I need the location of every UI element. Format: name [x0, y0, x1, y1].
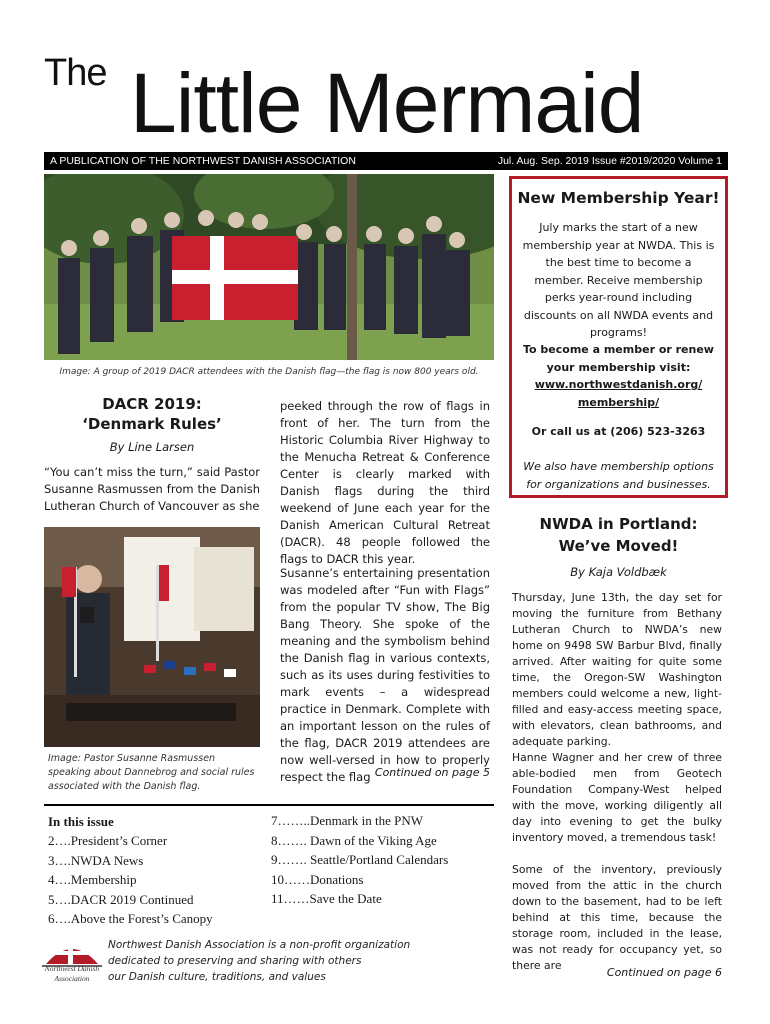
membership-cta	[522, 341, 715, 411]
speaker-photo-caption: Image: Pastor Susanne Rasmussen speaking about Dannebrog and social rules associated with the Danish flag.	[48, 753, 255, 792]
membership-url-link[interactable]	[522, 376, 715, 411]
dacr-paragraph-3: Susanne’s entertaining presentation was modeled after “Fun with Flags” from the popular TV show, The Big Bang Theory. She spoke of the meaning and the symbolism behind the Danish flag in various contexts, such as its uses during festivities to mark events – a widespread practice in Denmark. Complete with an important lesson on the rules of the flag, DACR 2019 attendees are now well-versed in how to properly respect the flag	[280, 566, 490, 784]
group-photo-caption: Image: A group of 2019 DACR attendees with the Danish flag—the flag is now 800 years old.	[59, 367, 479, 377]
npo-line: our Danish culture, traditions, and values	[108, 971, 326, 983]
membership-phone: Or call us at (206) 523-3263	[531, 425, 706, 438]
issue-item: 4….Membership	[48, 872, 137, 887]
dacr-paragraph-2: peeked through the row of flags in front of her. The turn from the Historic Columbia River Highway to the Menucha Retreat & Conference Center is clearly marked with Danish flags during the third weekend of June each year for the Danish American Cultural Retreat (DACR). 48 people followed the flags to DACR this year.	[280, 399, 490, 566]
nwda-byline: By Kaja Voldbæk	[570, 565, 667, 579]
in-this-issue-box	[44, 804, 494, 930]
issue-item: 5….DACR 2019 Continued	[48, 891, 194, 907]
nwda-paragraph-1: Thursday, June 13th, the day set for moving the furniture from Bethany Lutheran Church to NWDA’s new home on 9498 SW Barbur Blvd, finally arrived. After waiting for quite some time, the Oregon-SW Washington members could welcome a new, light-filled and easy-access meeting space, with elevators, clean bathrooms, and adequate parking.	[512, 591, 722, 748]
issue-info: Jul. Aug. Sep. 2019 Issue #2019/2020 Volume 1	[497, 155, 722, 167]
issue-item: 8……. Dawn of the Viking Age	[271, 832, 437, 848]
issue-item: 2….President’s Corner	[48, 833, 168, 848]
dacr-byline: By Line Larsen	[109, 440, 195, 454]
npo-line: dedicated to preserving and sharing with others	[108, 955, 362, 967]
membership-url-line2: membership/	[577, 395, 660, 409]
nwda-paragraph-3: Some of the inventory, previously moved from the attic in the church down to the basement, had to be left behind at this time, because the storage room, included in the lease, was not ready for occupancy yet, so there are	[512, 863, 722, 972]
masthead-title: Little Mermaid	[130, 56, 644, 150]
dacr-paragraph-1: “You can’t miss the turn,” said Pastor Susanne Rasmussen from the Danish Lutheran Church of Vancouver as she	[44, 465, 260, 513]
in-this-issue-list-right	[271, 811, 448, 909]
issue-item: 11……Save the Date	[271, 891, 382, 906]
publication-band	[44, 152, 728, 170]
membership-text: July marks the start of a new membership year at NWDA. This is the best time to become a member. Receive membership perks year-round including discounts on all NWDA events and programs!	[522, 221, 715, 339]
logo-caption-line2: Association	[54, 974, 90, 983]
issue-item: 9……. Seattle/Portland Calendars	[271, 852, 449, 867]
speaker-photo-image	[44, 527, 260, 747]
in-this-issue-title: In this issue	[48, 814, 114, 829]
nwda-headline-line1: NWDA in Portland:	[539, 515, 698, 533]
nonprofit-statement	[108, 937, 438, 985]
speaker-photo	[44, 527, 260, 747]
dacr-headline-line2: ‘Denmark Rules’	[82, 415, 222, 433]
membership-url-line1: www.northwestdanish.org/	[534, 378, 703, 391]
masthead-the: The	[44, 52, 107, 94]
publication-label: A PUBLICATION OF THE NORTHWEST DANISH ASSOCIATION	[50, 155, 356, 167]
issue-item: 6….Above the Forest’s Canopy	[48, 911, 213, 926]
membership-options: We also have membership options for organizations and businesses.	[523, 460, 714, 491]
npo-line: Northwest Danish Association is a non-profit organization	[108, 939, 411, 951]
logo-caption	[38, 964, 106, 984]
logo-caption-line1: Northwest Danish	[44, 964, 100, 973]
in-this-issue-list-left	[48, 831, 213, 929]
issue-item: 3….NWDA News	[48, 852, 144, 868]
nwda-headline-line2: We’ve Moved!	[558, 537, 679, 555]
nwda-paragraph-2: Hanne Wagner and her crew of three able-bodied men from Geotech Foundation Company-West helped with the move, working diligently all day into evening to get the bulky inventory moved, a tremendous task!	[512, 751, 722, 844]
nwda-headline	[509, 513, 728, 557]
nwda-continued: Continued on page 6	[606, 966, 722, 979]
membership-title: New Membership Year!	[517, 189, 720, 207]
issue-item: 10……Donations	[271, 871, 364, 887]
membership-box	[509, 176, 728, 498]
dacr-continued: Continued on page 5	[374, 766, 490, 779]
dacr-headline	[44, 394, 260, 434]
group-photo-image	[44, 174, 494, 360]
group-photo	[44, 174, 494, 360]
membership-cta-text: To become a member or renew your membership visit:	[523, 343, 714, 374]
issue-item: 7……..Denmark in the PNW	[271, 813, 424, 828]
dacr-headline-line1: DACR 2019:	[102, 395, 202, 413]
